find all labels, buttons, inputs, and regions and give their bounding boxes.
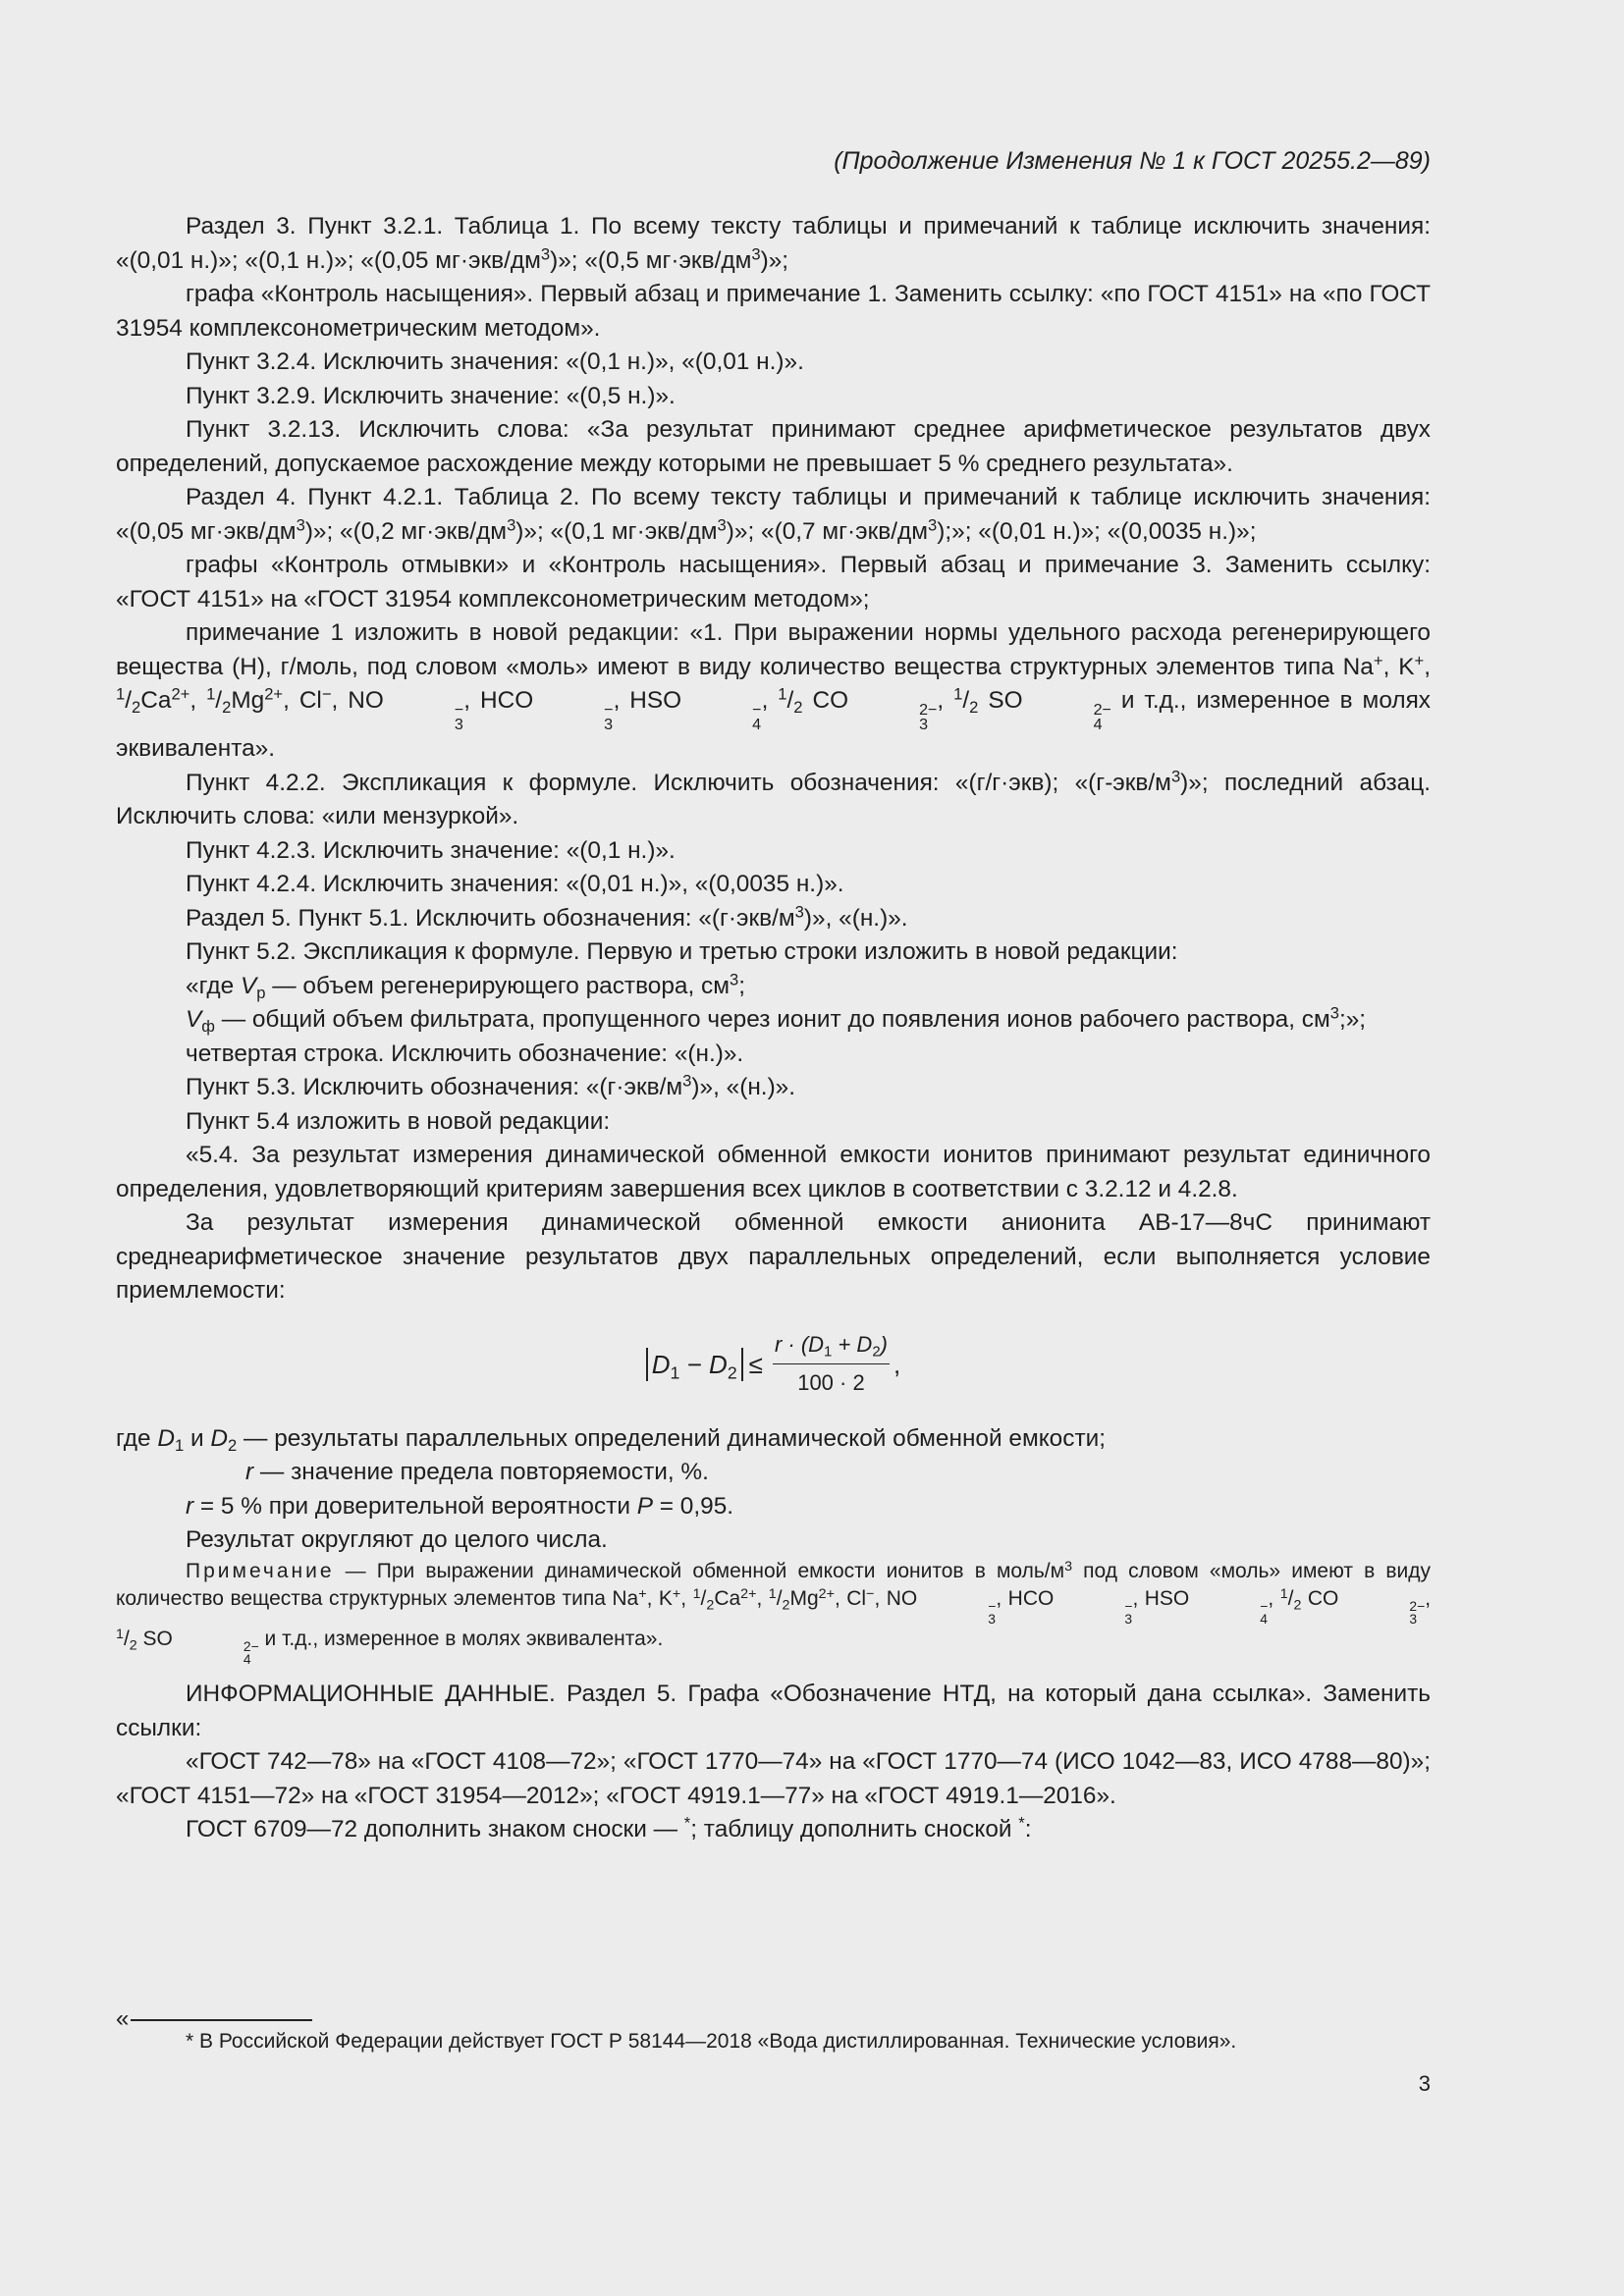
formula: $D_1 - D_2$ ≤ $\frac{r \cdot (D_1 + D_2)}{100 \cdot 2}$ , — [116, 1328, 1431, 1401]
paragraph: Пункт 3.2.4. Исключить значения: «(0,1 н.)», «(0,01 н.)». — [186, 348, 804, 375]
paragraph: ИНФОРМАЦИОННЫЕ ДАННЫЕ. Раздел 5. Графа «Обозначение НТД, на который дана ссылка». Заменить ссылки: — [116, 1681, 1431, 1741]
paragraph: Пункт 4.2.2. Экспликация к формуле. Исключить обозначения: «(г/г·экв); «$(г-экв/м^3)$»; последний абзац. Исключить слова: «или мензуркой». — [116, 767, 1431, 830]
paragraph: Раздел 5. Пункт 5.1. Исключить обозначения: «$(г\cdot экв/м^3)$», «(н.)». — [186, 902, 908, 932]
document-body — [116, 210, 1431, 1847]
paragraph: Раздел 4. Пункт 4.2.1. Таблица 2. По всему тексту таблицы и примечаний к таблице исключить значения: «(0,05 $мг\cdot экв/дм^3$)»; «(0,2 $мг\cdot экв/дм^3$)»; «(0,1 $мг\cdot экв/дм^3$)»; «(0,7 $мг\cdot экв/дм^3$);»; «(0,01 н.)»; «(0,0035 н.)»; — [116, 484, 1431, 545]
formula-lhs: $D_1 - D_2$ — [646, 1348, 743, 1382]
paragraph: Пункт 5.2. Экспликация к формуле. Первую и третью строки изложить в новой редакции: — [186, 938, 1178, 966]
footnote-separator: « — [116, 2005, 312, 2033]
paragraph: За результат измерения динамической обменной емкости анионита АВ-17—8чС принимают среднеарифметическое значение результатов двух параллельных определений, если выполняется условие приемлемости: — [116, 1209, 1431, 1305]
paragraph: где $D_1$ и $D_2$ — результаты параллельных определений динамической обменной емкости; — [116, 1424, 1107, 1455]
paragraph: Пункт 5.3. Исключить обозначения: «$(г\cdot экв/м^3)$», «(н.)». — [186, 1072, 796, 1101]
paragraph: r — значение предела повторяемости, %. — [245, 1459, 709, 1486]
paragraph: ГОСТ 6709—72 дополнить знаком сноски — *; таблицу дополнить сноской *: — [186, 1813, 1032, 1843]
page-header: (Продолжение Изменения № 1 к ГОСТ 20255.2—89) — [834, 147, 1431, 175]
paragraph: Пункт 4.2.3. Исключить значение: «(0,1 н.)». — [186, 836, 676, 864]
paragraph: Пункт 3.2.13. Исключить слова: «За результат принимают среднее арифметическое результатов двух определений, допускаемое расхождение между которыми не превышает 5 % среднего результата». — [116, 416, 1431, 477]
paragraph: «где $V_р$ — объем регенерирующего раствора, $см^3$; — [186, 970, 746, 1002]
page-number: 3 — [1418, 2071, 1431, 2096]
formula-fraction: $\frac{r \cdot (D_1 + D_2)}{100 \cdot 2}$ — [773, 1328, 890, 1401]
paragraph: Раздел 3. Пункт 3.2.1. Таблица 1. По всему тексту таблицы и примечаний к таблице исключить значения: «(0,01 н.)»; «(0,1 н.)»; «(0,05 $мг\cdot экв/дм^3$)»; «(0,5 $мг\cdot экв/дм^3$)»; — [116, 213, 1431, 274]
paragraph: Пункт 4.2.4. Исключить значения: «(0,01 н.)», «(0,0035 н.)». — [186, 871, 844, 898]
paragraph: Результат округляют до целого числа. — [186, 1526, 608, 1554]
paragraph: четвертая строка. Исключить обозначение: «(н.)». — [186, 1040, 744, 1067]
paragraph: примечание 1 изложить в новой редакции: «1. При выражении нормы удельного расхода регенерирующего вещества (Н), г/моль, под словом «моль» имеют в виду количество вещества структурных элементов типа Na+, K+, $^1/_2Ca^{2+}$, $^1/_2Mg^{2+}$, Cl−, NO − 3 , HCO − 3 , HSO − 4 , $^1/_2$ CO 2− 3 , $^1/_2$ SO 2− 4 и т.д., измеренное в молях эквивалента». — [116, 619, 1431, 763]
footnote: * В Российской Федерации действует ГОСТ Р 58144—2018 «Вода дистиллированная. Технические условия». — [186, 2030, 1237, 2053]
paragraph: графы «Контроль отмывки» и «Контроль насыщения». Первый абзац и примечание 3. Заменить ссылку: «ГОСТ 4151» на «ГОСТ 31954 комплексонометрическим методом»; — [116, 552, 1431, 613]
paragraph: Пункт 5.4 изложить в новой редакции: — [186, 1107, 611, 1135]
paragraph: «5.4. За результат измерения динамической обменной емкости ионитов принимают результат единичного определения, удовлетворяющий критериям завершения всех циклов в соответствии с 3.2.12 и 4.2.8. — [116, 1142, 1431, 1202]
paragraph: $V_ф$ — общий объем фильтрата, пропущенного через ионит до появления ионов рабочего раствора, $см^3$;»; — [186, 1004, 1367, 1037]
paragraph: r = 5 % при доверительной вероятности P = 0,95. — [186, 1492, 734, 1520]
paragraph: «ГОСТ 742—78» на «ГОСТ 4108—72»; «ГОСТ 1770—74» на «ГОСТ 1770—74 (ИСО 1042—83, ИСО 4788—80)»; «ГОСТ 4151—72» на «ГОСТ 31954—2012»; «ГОСТ 4919.1—77» на «ГОСТ 4919.1—2016». — [116, 1748, 1431, 1809]
note: Примечание — При выражении динамической обменной емкости ионитов в моль/$м^3$ под словом «моль» имеют в виду количество вещества структурных элементов типа Na+, K+, $^1/_2Ca^{2+}$, $^1/_2Mg^{2+}$, Cl−, NO − 3 , HCO − 3 , HSO − 4 , $^1/_2$ CO 2− 3 , $^1/_2$ SO 2− 4 и т.д., измеренное в молях эквивалента». — [116, 1558, 1432, 1667]
paragraph: графа «Контроль насыщения». Первый абзац и примечание 1. Заменить ссылку: «по ГОСТ 4151» на «по ГОСТ 31954 комплексонометрическим методом». — [116, 281, 1431, 342]
paragraph: Пункт 3.2.9. Исключить значение: «(0,5 н.)». — [186, 382, 676, 409]
